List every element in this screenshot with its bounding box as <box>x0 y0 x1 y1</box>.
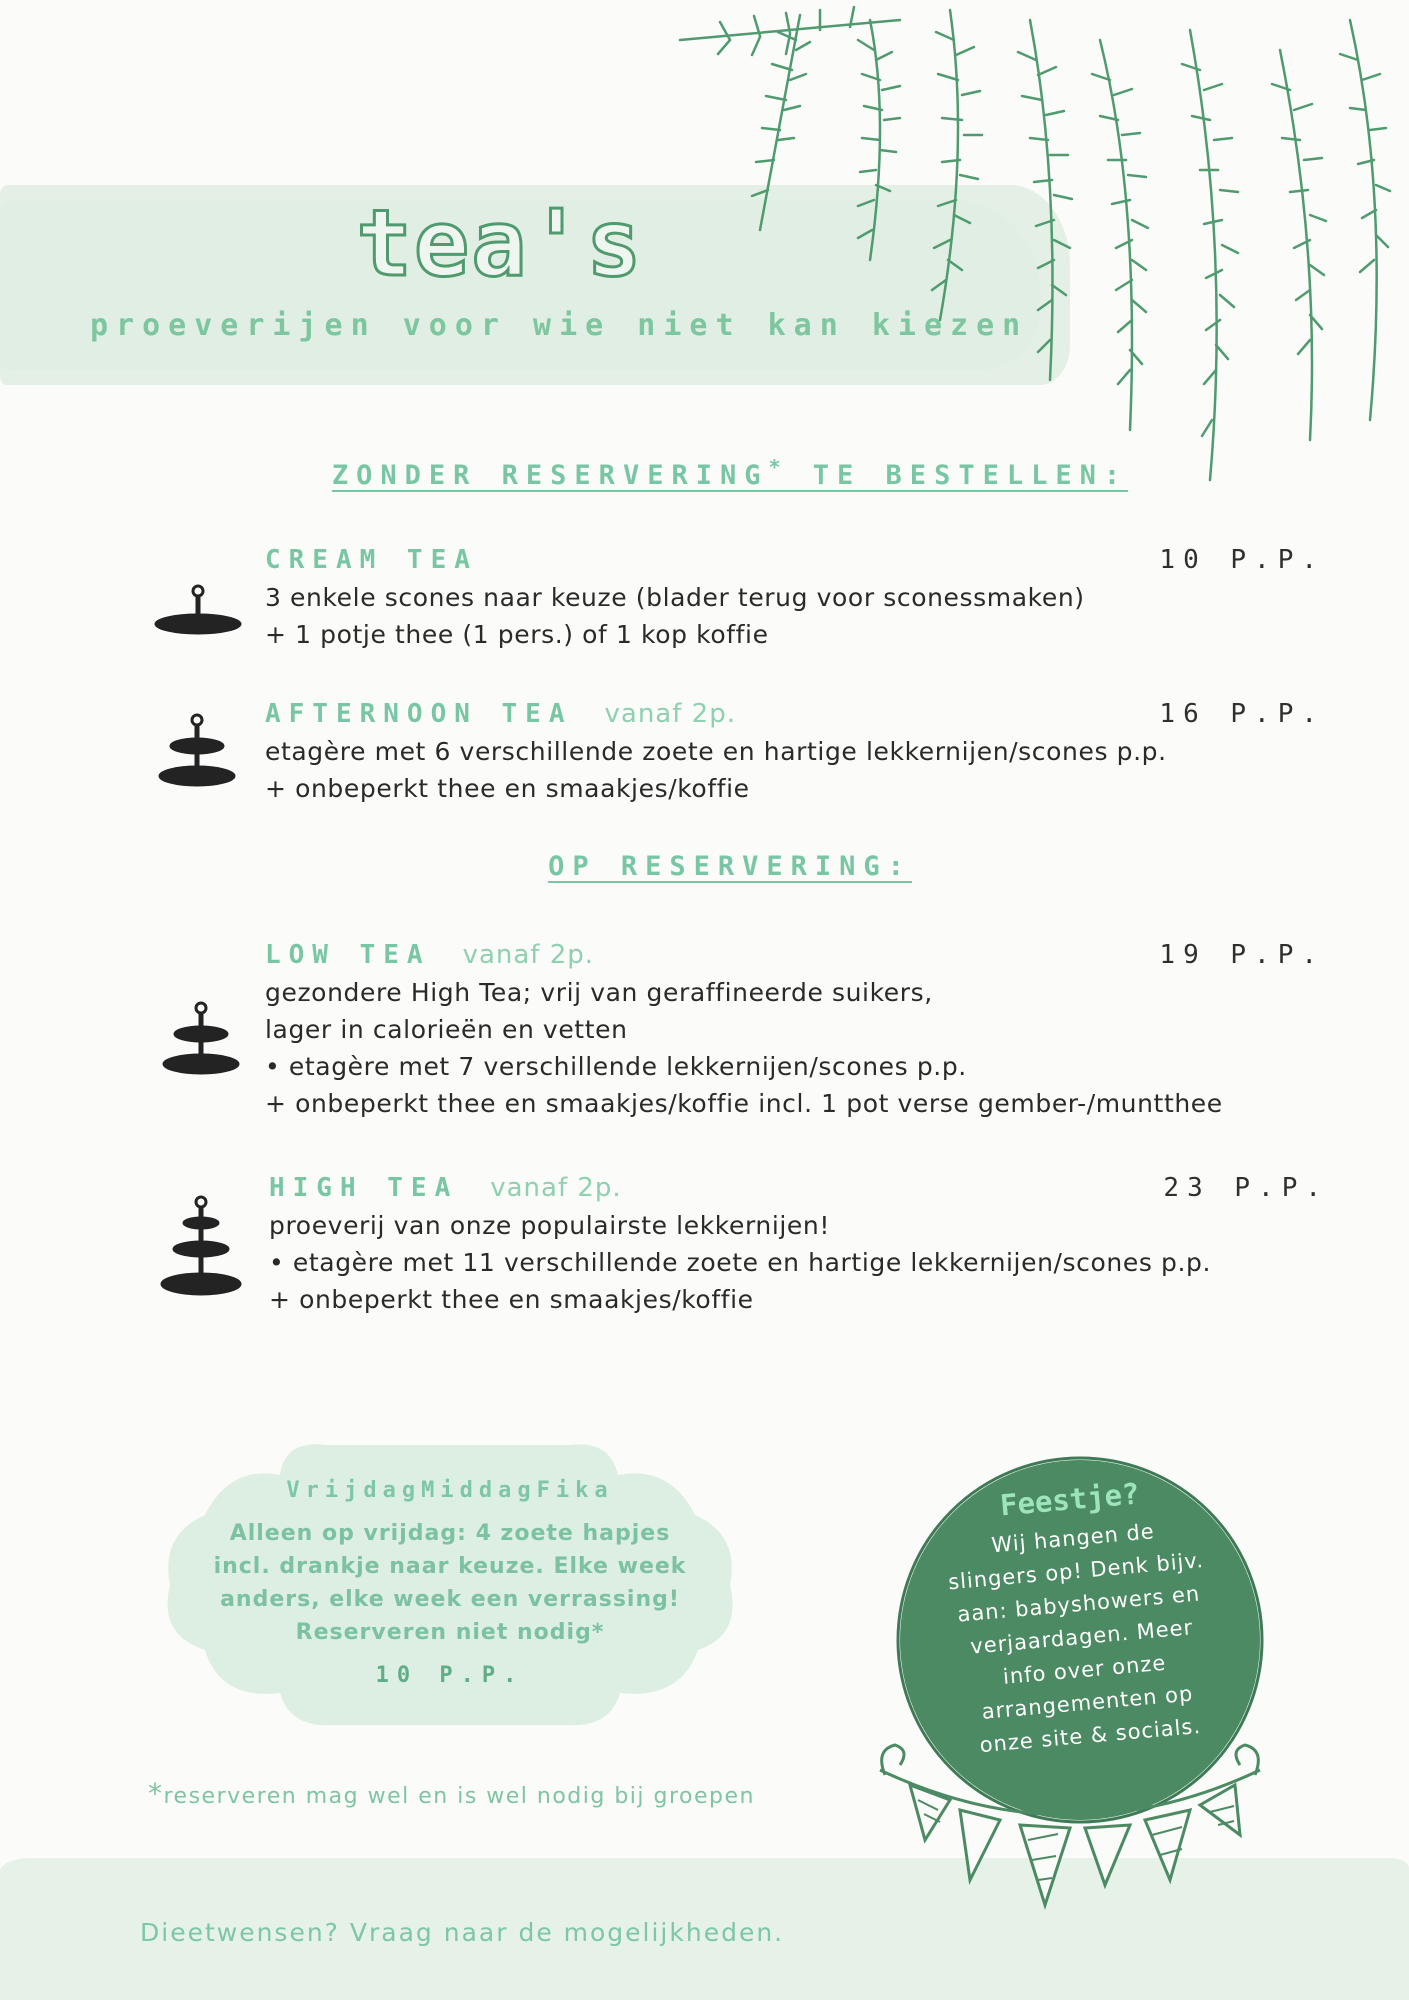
item-name: CREAM TEA <box>265 545 478 575</box>
section-heading-reservation: OP RESERVERING: <box>548 851 912 882</box>
item-name: LOW TEA <box>265 940 431 970</box>
cake-stand-2-tier-icon <box>160 1000 242 1080</box>
item-price: 19 P.P. <box>1159 940 1325 970</box>
party-line: slingers op! Denk bijv. <box>947 1548 1205 1595</box>
cake-stand-3-tier-icon <box>158 1194 244 1302</box>
party-line: aan: babyshowers en <box>956 1581 1202 1627</box>
menu-item-high-tea <box>269 1173 1329 1318</box>
fika-card <box>190 1478 710 1688</box>
item-description-line: proeverij van onze populairste lekkernijen! <box>269 1211 830 1240</box>
item-minimum-persons: vanaf 2p. <box>604 699 736 729</box>
item-minimum-persons: vanaf 2p. <box>490 1173 622 1203</box>
section-heading-walk-in <box>0 455 1409 491</box>
item-description-line: 3 enkele scones naar keuze (blader terug voor sconessmaken) <box>265 583 1085 612</box>
fika-line: incl. drankje naar keuze. Elke week <box>213 1554 687 1579</box>
menu-item-afternoon-tea <box>265 699 1325 807</box>
item-description-line: • etagère met 7 verschillende lekkernijen/scones p.p. <box>265 1052 967 1081</box>
item-price: 10 P.P. <box>1159 545 1325 575</box>
item-description-line: + onbeperkt thee en smaakjes/koffie <box>269 1285 754 1314</box>
party-line: Wij hangen de <box>990 1519 1156 1558</box>
page-subtitle: proeverijen voor wie niet kan kiezen <box>90 308 1029 343</box>
item-description-line: • etagère met 11 verschillende zoete en hartige lekkernijen/scones p.p. <box>269 1248 1212 1277</box>
party-title: Feestje? <box>998 1476 1141 1523</box>
cake-stand-1-tier-icon <box>152 582 244 644</box>
party-card <box>919 1469 1241 1765</box>
dietary-note: Dieetwensen? Vraag naar de mogelijkheden. <box>140 1918 785 1947</box>
item-description-line: + onbeperkt thee en smaakjes/koffie incl. 1 pot verse gember-/muntthee <box>265 1089 1223 1118</box>
item-name: AFTERNOON TEA <box>265 699 573 729</box>
menu-item-cream-tea <box>265 545 1325 653</box>
party-line: info over onze <box>1001 1650 1168 1689</box>
fika-line: anders, elke week een verrassing! <box>220 1587 680 1612</box>
fika-price: 10 P.P. <box>375 1663 525 1688</box>
asterisk-mark: * <box>148 1777 164 1810</box>
item-description-line: + onbeperkt thee en smaakjes/koffie <box>265 774 750 803</box>
item-description-line: lager in calorieën en vetten <box>265 1015 628 1044</box>
item-description-line: etagère met 6 verschillende zoete en hartige lekkernijen/scones p.p. <box>265 737 1167 766</box>
asterisk-mark: * <box>768 455 789 479</box>
footnote <box>148 1777 755 1810</box>
item-description-line: gezondere High Tea; vrij van geraffineerde suikers, <box>265 978 933 1007</box>
item-description-line: + 1 potje thee (1 pers.) of 1 kop koffie <box>265 620 769 649</box>
menu-item-low-tea <box>265 940 1325 1122</box>
party-line: verjaardagen. Meer <box>969 1615 1195 1659</box>
cake-stand-2-tier-icon <box>156 712 238 792</box>
section-walk-in-suffix: TE BESTELLEN: <box>788 460 1129 491</box>
page-title: tea's <box>356 190 644 297</box>
party-line: onze site & socials. <box>978 1713 1202 1758</box>
fika-line: Alleen op vrijdag: 4 zoete hapjes <box>229 1521 671 1546</box>
party-line: arrangementen op <box>980 1681 1195 1724</box>
fika-title: VrijdagMiddagFika <box>286 1478 614 1503</box>
footnote-text: reserveren mag wel en is wel nodig bij groepen <box>163 1784 755 1809</box>
item-name: HIGH TEA <box>269 1173 459 1203</box>
item-price: 23 P.P. <box>1163 1173 1329 1203</box>
section-walk-in-label: ZONDER RESERVERING <box>331 460 769 491</box>
item-minimum-persons: vanaf 2p. <box>462 940 595 970</box>
fika-line: Reserveren niet nodig* <box>295 1620 605 1645</box>
item-price: 16 P.P. <box>1159 699 1325 729</box>
